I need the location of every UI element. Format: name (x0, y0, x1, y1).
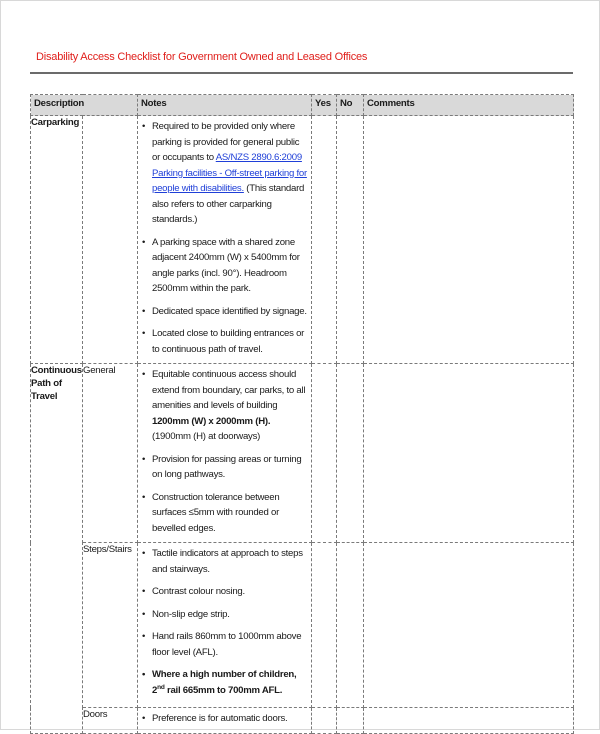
table-row-carparking (31, 116, 574, 364)
row-sublabel-doors: Doors (83, 708, 138, 734)
row-sublabel-empty (83, 116, 138, 364)
no-cell[interactable] (337, 116, 364, 364)
no-cell[interactable] (337, 708, 364, 734)
row-label-continuous-path: Continuous Path of Travel (31, 364, 83, 734)
list-item (142, 667, 307, 698)
bullet-icon: • (142, 305, 146, 317)
comments-cell[interactable] (364, 116, 574, 364)
bullet-icon: • (142, 369, 146, 380)
header-description: Description (31, 95, 138, 116)
list-item (142, 711, 307, 727)
row-label-carparking: Carparking (31, 116, 83, 364)
no-cell[interactable] (337, 364, 364, 543)
header-no: No (337, 95, 364, 116)
list-item (142, 452, 307, 483)
list-item (142, 119, 307, 228)
note-text: Contrast colour nosing. (152, 586, 245, 597)
note-text: Hand rails 860mm to 1000mm above floor level (AFL). (152, 631, 302, 658)
list-item (142, 629, 307, 660)
bullet-icon: • (142, 236, 146, 248)
yes-cell[interactable] (312, 708, 337, 734)
note-text: Located close to building entrances or to continuous path of travel. (152, 328, 305, 355)
list-item (142, 490, 307, 537)
notes-cell-doors (138, 708, 312, 734)
bullet-icon: • (142, 586, 146, 597)
note-text: Preference is for automatic doors. (152, 713, 288, 724)
list-item (142, 304, 307, 320)
comments-cell[interactable] (364, 364, 574, 543)
note-text-bold: Where a high number of children, 2 (152, 669, 297, 696)
bullet-icon: • (142, 453, 146, 465)
note-text: A parking space with a shared zone adjacent 2400mm (W) x 5400mm for angle parks (incl. 90°). Headroom 2500mm within the park. (152, 236, 300, 294)
yes-cell[interactable] (312, 116, 337, 364)
note-text-bold: 1200mm (W) x 2000mm (H). (152, 415, 271, 427)
note-text: Tactile indicators at approach to steps and stairways. (152, 548, 303, 575)
note-text: Required to be provided only where parking is provided for general public or occupants to (152, 121, 300, 163)
bullet-icon: • (142, 328, 146, 339)
note-text: Construction tolerance between surfaces ≤5mm with rounded or bevelled edges. (152, 491, 280, 534)
notes-cell-carparking (138, 116, 312, 364)
header-yes: Yes (312, 95, 337, 116)
yes-cell[interactable] (312, 364, 337, 543)
list-item (142, 367, 307, 445)
list-item (142, 546, 307, 577)
yes-cell[interactable] (312, 543, 337, 708)
note-text: Dedicated space identified by signage. (152, 305, 307, 317)
no-cell[interactable] (337, 543, 364, 708)
table-row-steps-stairs (31, 543, 574, 708)
notes-cell-steps-stairs (138, 543, 312, 708)
table-row-general (31, 364, 574, 543)
note-text: (This standard also refers to other carparking standards.) (152, 183, 305, 225)
list-item (142, 607, 307, 623)
list-item (142, 326, 307, 357)
row-sublabel-steps-stairs: Steps/Stairs (83, 543, 138, 708)
comments-cell[interactable] (364, 708, 574, 734)
bullet-icon: • (142, 121, 146, 132)
standard-link[interactable]: AS/NZS 2890.6:2009 Parking facilities - Off-street parking for people with disabilities. (152, 152, 307, 194)
document-title: Disability Access Checklist for Government Owned and Leased Offices (36, 51, 368, 63)
notes-cell-general (138, 364, 312, 543)
bullet-icon: • (142, 669, 146, 680)
title-divider (30, 72, 573, 74)
comments-cell[interactable] (364, 543, 574, 708)
table-header-row (31, 95, 574, 116)
note-text: Non-slip edge strip. (152, 608, 230, 620)
bullet-icon: • (142, 491, 146, 503)
note-text: Equitable continuous access should extend from boundary, car parks, to all amenities and levels of building (152, 369, 306, 411)
bullet-icon: • (142, 548, 146, 559)
note-text-bold: rail 665mm to 700mm AFL. (164, 684, 283, 696)
bullet-icon: • (142, 631, 146, 642)
ordinal-suffix: nd (157, 683, 165, 691)
bullet-icon: • (142, 713, 146, 724)
header-notes: Notes (138, 95, 312, 116)
checklist-table (30, 94, 574, 734)
note-text: (1900mm (H) at doorways) (152, 431, 261, 442)
header-comments: Comments (364, 95, 574, 116)
row-sublabel-general: General (83, 364, 138, 543)
note-text: Provision for passing areas or turning on long pathways. (152, 453, 302, 480)
list-item (142, 235, 307, 297)
list-item (142, 584, 307, 600)
bullet-icon: • (142, 608, 146, 620)
table-row-doors (31, 708, 574, 734)
